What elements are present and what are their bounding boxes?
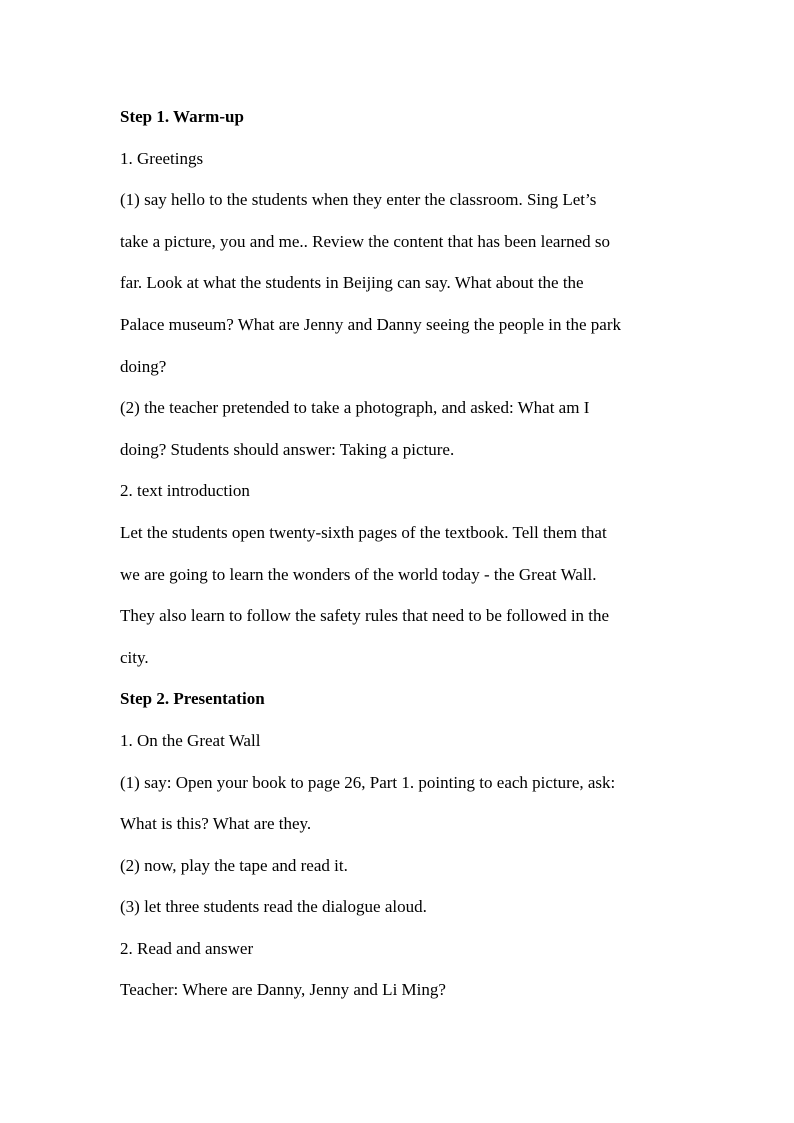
- great-wall-paragraph-1-line: (1) say: Open your book to page 26, Part 1. pointing to each picture, ask:: [120, 772, 616, 792]
- text-introduction-line: we are going to learn the wonders of the world today - the Great Wall.: [120, 564, 597, 584]
- greetings-paragraph-1-line: take a picture, you and me.. Review the content that has been learned so: [120, 231, 610, 251]
- greetings-paragraph-2-line: (2) the teacher pretended to take a photograph, and asked: What am I: [120, 398, 590, 418]
- greetings-paragraph-1-line: far. Look at what the students in Beijing can say. What about the the: [120, 273, 584, 293]
- step2-heading: Step 2. Presentation: [120, 689, 265, 709]
- step1-heading: Step 1. Warm-up: [120, 107, 244, 126]
- great-wall-paragraph-1-line: What is this? What are they.: [120, 814, 312, 834]
- greetings-paragraph-1-line: doing?: [120, 356, 167, 376]
- read-and-answer-title: 2. Read and answer: [120, 938, 254, 958]
- text-introduction-line: Let the students open twenty-sixth pages of the textbook. Tell them that: [120, 522, 607, 542]
- greetings-paragraph-1-line: (1) say hello to the students when they enter the classroom. Sing Let’s: [120, 190, 597, 210]
- text-introduction-line: They also learn to follow the safety rules that need to be followed in the: [120, 606, 610, 626]
- text-introduction-line: city.: [120, 647, 149, 667]
- great-wall-paragraph-2: (2) now, play the tape and read it.: [120, 855, 348, 875]
- greetings-paragraph-2-line: doing? Students should answer: Taking a picture.: [120, 439, 455, 459]
- teacher-question: Teacher: Where are Danny, Jenny and Li Ming?: [120, 980, 446, 1000]
- greetings-title: 1. Greetings: [120, 148, 204, 168]
- great-wall-paragraph-3: (3) let three students read the dialogue aloud.: [120, 897, 427, 917]
- text-introduction-title: 2. text introduction: [120, 481, 250, 501]
- document-body: [120, 96, 680, 1011]
- great-wall-title: 1. On the Great Wall: [120, 730, 261, 750]
- greetings-paragraph-1-line: Palace museum? What are Jenny and Danny seeing the people in the park: [120, 314, 622, 334]
